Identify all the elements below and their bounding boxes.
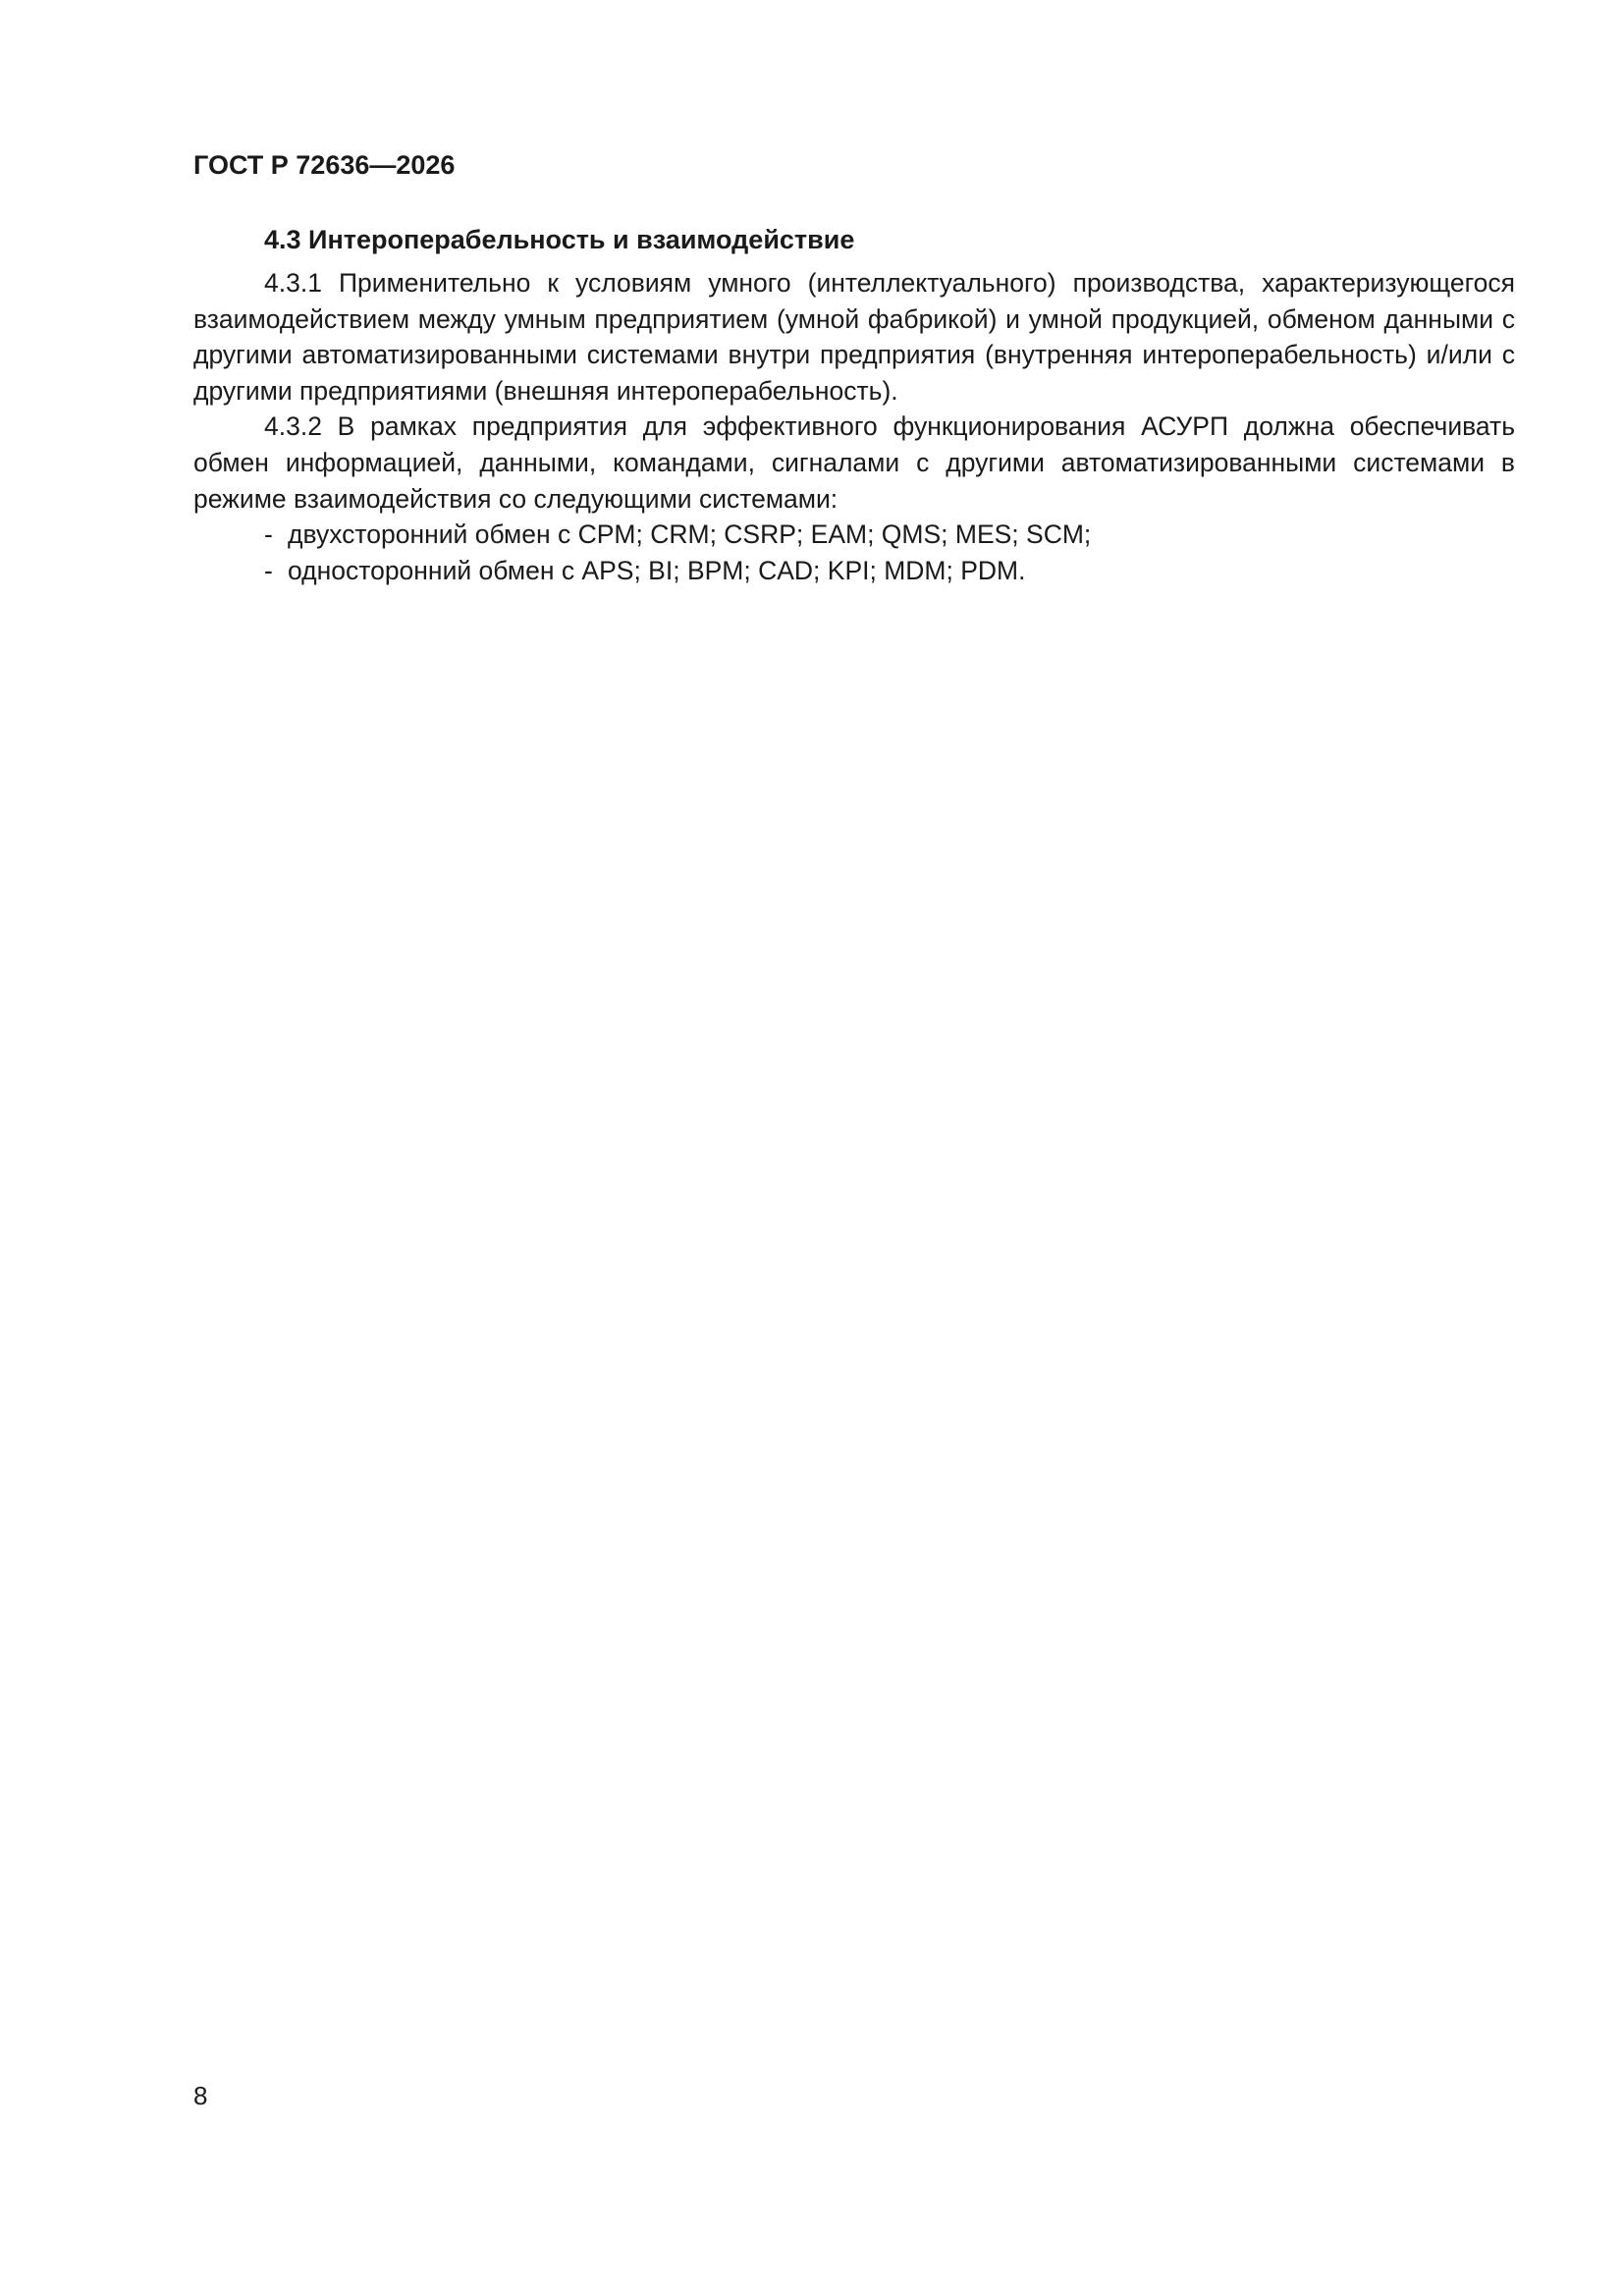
section-heading: 4.3 Интероперабельность и взаимодействие [264, 225, 855, 254]
list-item-text: двухсторонний обмен с CPM; CRM; CSRP; EAM; QMS; MES; SCM; [288, 519, 1092, 550]
paragraph-4-3-2: 4.3.2 В рамках предприятия для эффективного функционирования АСУРП должна обеспечивать обмен информацией, данными, командами, сигналами с другими автоматизированными системами в режиме взаимодействия со следующими системами: [193, 411, 1515, 514]
list-item-text: односторонний обмен с APS; BI; BPM; CAD; KPI; MDM; PDM. [288, 555, 1026, 585]
document-body [193, 222, 1515, 588]
document-code-header: ГОСТ Р 72636—2026 [193, 150, 456, 180]
list-dash-marker: - [264, 555, 273, 585]
page-number: 8 [193, 2081, 208, 2110]
exchange-list [193, 517, 1515, 588]
list-item-one-way-exchange [193, 553, 1515, 589]
list-dash-marker: - [264, 519, 273, 550]
list-item-two-way-exchange [193, 517, 1515, 553]
paragraph-4-3-1: 4.3.1 Применительно к условиям умного (интеллектуального) производства, характеризующегося взаимодействием между умным предприятием (умной фабрикой) и умной продукцией, обменом данными с другими автоматизированными системами внутри предприятия (внутренняя интероперабельность) и/или с другими предприятиями (внешняя интероперабельность). [193, 268, 1515, 406]
